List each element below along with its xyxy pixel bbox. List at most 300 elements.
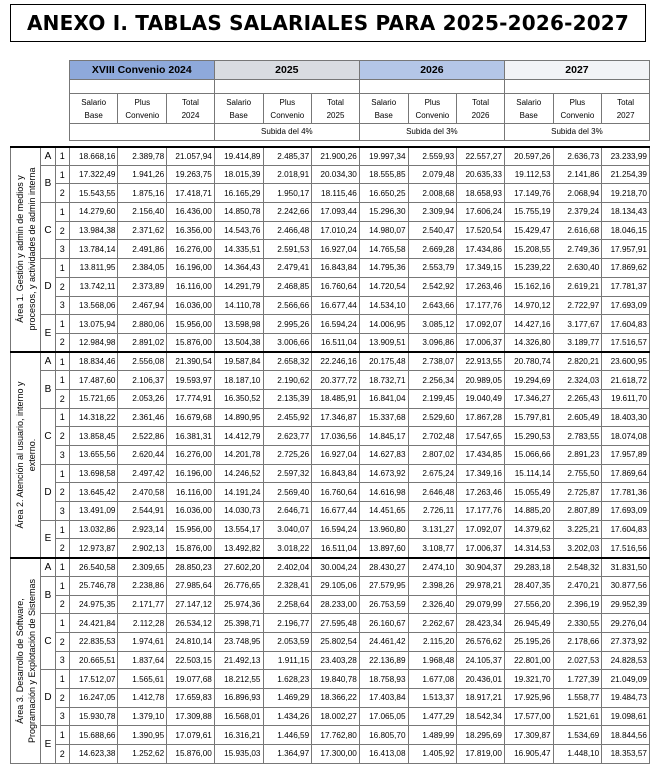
column-header-line: Salario (81, 97, 107, 107)
salary-cell: 17.434,85 (457, 446, 505, 465)
group-label: A (41, 147, 55, 166)
salary-cell: 13.655,56 (69, 446, 118, 465)
area-name: Área 2. Atención al usuario, interno y externo. (14, 381, 37, 529)
year-header-2027: 2027 (504, 61, 649, 80)
salary-cell: 2.398,26 (408, 576, 457, 595)
salary-cell: 14.845,17 (359, 427, 408, 446)
salary-cell: 16.896,93 (214, 688, 263, 707)
sublevel-label: 1 (55, 165, 69, 184)
sublevel-label: 3 (55, 502, 69, 521)
salary-cell: 14.291,79 (214, 277, 263, 296)
table-row (11, 707, 650, 726)
salary-cell: 2.018,91 (263, 165, 312, 184)
salary-cell: 17.346,87 (312, 408, 360, 427)
salary-cell: 24.421,84 (69, 614, 118, 633)
table-row (11, 502, 650, 521)
salary-cell: 2.646,71 (263, 502, 312, 521)
salary-cell: 14.795,36 (359, 259, 408, 278)
table-row (11, 408, 650, 427)
salary-cell: 14.850,78 (214, 203, 263, 222)
salary-cell: 2.474,10 (408, 558, 457, 577)
salary-cell: 1.911,15 (263, 651, 312, 670)
salary-cell: 19.484,73 (602, 688, 650, 707)
salary-cell: 2.491,86 (118, 240, 167, 259)
salary-cell: 19.611,70 (602, 389, 650, 408)
salary-cell: 14.318,22 (69, 408, 118, 427)
salary-cell: 2.402,04 (263, 558, 312, 577)
table-row (11, 520, 650, 539)
salary-cell: 17.322,49 (69, 165, 118, 184)
table-row (11, 651, 650, 670)
salary-cell: 2.330,55 (553, 614, 602, 633)
salary-cell: 1.489,99 (408, 726, 457, 745)
sublevel-label: 2 (55, 277, 69, 296)
salary-cell: 30.004,24 (312, 558, 360, 577)
table-row (11, 558, 650, 577)
year-header-2026: 2026 (359, 61, 504, 80)
table-row (11, 296, 650, 315)
table-row (11, 277, 650, 296)
column-header (69, 94, 118, 124)
salary-cell: 17.869,62 (602, 259, 650, 278)
sublevel-label: 3 (55, 240, 69, 259)
salary-cell: 17.149,76 (504, 184, 553, 203)
column-header-line: Total (182, 97, 199, 107)
column-header-line: Base (374, 110, 393, 120)
salary-cell: 30.904,37 (457, 558, 505, 577)
table-row (11, 165, 650, 184)
table-row (11, 726, 650, 745)
column-header (167, 94, 215, 124)
salary-cell: 2.309,65 (118, 558, 167, 577)
table-row (11, 333, 650, 352)
salary-cell: 18.134,43 (602, 203, 650, 222)
column-header (553, 94, 602, 124)
salary-cell: 16.036,00 (167, 502, 215, 521)
document-title-box (10, 4, 646, 42)
salary-cell: 13.811,95 (69, 259, 118, 278)
salary-cell: 2.115,20 (408, 632, 457, 651)
salary-cell: 17.693,09 (602, 502, 650, 521)
salary-cell: 27.579,95 (359, 576, 408, 595)
salary-cell: 17.520,54 (457, 221, 505, 240)
salary-cell: 2.256,34 (408, 371, 457, 390)
salary-cell: 1.974,61 (118, 632, 167, 651)
salary-cell: 17.869,64 (602, 464, 650, 483)
salary-cell: 17.065,05 (359, 707, 408, 726)
salary-cell: 18.834,46 (69, 352, 118, 371)
sublevel-label: 2 (55, 632, 69, 651)
sublevel-label: 2 (55, 688, 69, 707)
salary-cell: 2.190,62 (263, 371, 312, 390)
salary-cell: 19.414,89 (214, 147, 263, 166)
salary-cell: 22.913,55 (457, 352, 505, 371)
salary-cell: 22.801,00 (504, 651, 553, 670)
sublevel-label: 1 (55, 259, 69, 278)
salary-cell: 18.015,39 (214, 165, 263, 184)
table-row (11, 203, 650, 222)
salary-cell: 2.749,36 (553, 240, 602, 259)
salary-cell: 15.688,66 (69, 726, 118, 745)
column-header-line: 2027 (616, 110, 635, 120)
column-header (263, 94, 312, 124)
salary-cell: 2.725,87 (553, 483, 602, 502)
salary-cell: 16.677,44 (312, 502, 360, 521)
salary-cell: 13.645,42 (69, 483, 118, 502)
salary-cell: 17.346,27 (504, 389, 553, 408)
salary-cell: 1.448,10 (553, 745, 602, 764)
column-header (312, 94, 360, 124)
salary-cell: 18.212,55 (214, 670, 263, 689)
sublevel-label: 2 (55, 483, 69, 502)
column-header (457, 94, 505, 124)
salary-cell: 13.784,14 (69, 240, 118, 259)
salary-cell: 1.364,97 (263, 745, 312, 764)
salary-cell: 14.720,54 (359, 277, 408, 296)
salary-cell: 14.191,24 (214, 483, 263, 502)
salary-cell: 27.985,64 (167, 576, 215, 595)
salary-cell: 17.512,07 (69, 670, 118, 689)
increase-2027: Subida del 3% (504, 124, 649, 141)
table-row (11, 688, 650, 707)
salary-cell: 19.997,34 (359, 147, 408, 166)
group-label: A (41, 352, 55, 371)
table-row (11, 539, 650, 558)
salary-cell: 20.665,51 (69, 651, 118, 670)
salary-cell: 24.461,42 (359, 632, 408, 651)
salary-cell: 17.093,44 (312, 203, 360, 222)
salary-cell: 15.876,00 (167, 539, 215, 558)
table-row (11, 446, 650, 465)
salary-cell: 13.568,06 (69, 296, 118, 315)
group-label: D (41, 464, 55, 520)
salary-cell: 21.390,54 (167, 352, 215, 371)
salary-cell: 29.283,18 (504, 558, 553, 577)
document-title: ANEXO I. TABLAS SALARIALES PARA 2025-2026-2027 (26, 11, 630, 35)
group-label: E (41, 520, 55, 557)
salary-cell: 21.900,26 (312, 147, 360, 166)
sublevel-label: 3 (55, 446, 69, 465)
salary-cell: 17.774,91 (167, 389, 215, 408)
salary-cell: 16.760,64 (312, 277, 360, 296)
salary-cell: 15.721,65 (69, 389, 118, 408)
salary-cell: 16.843,84 (312, 259, 360, 278)
salary-cell: 29.276,04 (602, 614, 650, 633)
salary-cell: 2.569,40 (263, 483, 312, 502)
sublevel-label: 3 (55, 651, 69, 670)
salary-cell: 2.389,78 (118, 147, 167, 166)
salary-cell: 24.975,35 (69, 595, 118, 614)
table-row (11, 259, 650, 278)
salary-cell: 19.098,61 (602, 707, 650, 726)
column-header (602, 94, 650, 124)
salary-cell: 14.326,80 (504, 333, 553, 352)
salary-cell: 14.006,95 (359, 315, 408, 334)
sublevel-label: 1 (55, 147, 69, 166)
salary-cell: 22.136,89 (359, 651, 408, 670)
salary-cell: 18.046,15 (602, 221, 650, 240)
salary-cell: 19.587,84 (214, 352, 263, 371)
salary-cell: 2.112,28 (118, 614, 167, 633)
salary-cell: 16.116,00 (167, 483, 215, 502)
salary-cell: 1.628,23 (263, 670, 312, 689)
salary-cell: 2.891,02 (118, 333, 167, 352)
sublevel-label: 1 (55, 614, 69, 633)
group-label: B (41, 165, 55, 202)
sublevel-label: 3 (55, 296, 69, 315)
column-header-line: Plus (279, 97, 296, 107)
salary-cell: 27.602,20 (214, 558, 263, 577)
group-label: E (41, 315, 55, 352)
group-label: B (41, 371, 55, 408)
salary-cell: 14.970,12 (504, 296, 553, 315)
salary-cell: 14.246,52 (214, 464, 263, 483)
table-row (11, 427, 650, 446)
salary-cell: 17.079,61 (167, 726, 215, 745)
salary-cell: 2.620,44 (118, 446, 167, 465)
salary-cell: 2.361,46 (118, 408, 167, 427)
salary-cell: 17.434,86 (457, 240, 505, 259)
salary-cell: 2.553,79 (408, 259, 457, 278)
salary-cell: 15.876,00 (167, 745, 215, 764)
salary-cell: 12.973,87 (69, 539, 118, 558)
salary-cell: 14.765,58 (359, 240, 408, 259)
salary-cell: 21.057,94 (167, 147, 215, 166)
salary-cell: 16.350,52 (214, 389, 263, 408)
salary-cell: 16.679,68 (167, 408, 215, 427)
salary-cell: 27.147,12 (167, 595, 215, 614)
salary-cell: 23.403,28 (312, 651, 360, 670)
salary-cell: 1.446,59 (263, 726, 312, 745)
salary-cell: 15.930,78 (69, 707, 118, 726)
salary-cell: 2.722,97 (553, 296, 602, 315)
salary-cell: 15.162,16 (504, 277, 553, 296)
salary-cell: 2.141,86 (553, 165, 602, 184)
column-header-line: 2026 (471, 110, 490, 120)
salary-cell: 2.379,24 (553, 203, 602, 222)
table-row (11, 595, 650, 614)
area-name: Área 3. Desarrollo de Software, Programación y Explotación de Sistemas (14, 578, 37, 743)
salary-cell: 2.455,92 (263, 408, 312, 427)
salary-cell: 14.623,38 (69, 745, 118, 764)
salary-cell: 2.783,55 (553, 427, 602, 446)
salary-cell: 16.413,08 (359, 745, 408, 764)
salary-cell: 16.196,00 (167, 464, 215, 483)
column-header (359, 94, 408, 124)
salary-cell: 13.075,94 (69, 315, 118, 334)
group-label: B (41, 576, 55, 613)
column-header-line: 2025 (326, 110, 345, 120)
salary-cell: 2.675,24 (408, 464, 457, 483)
salary-cell: 17.010,24 (312, 221, 360, 240)
salary-cell: 28.430,27 (359, 558, 408, 577)
salary-cell: 16.760,64 (312, 483, 360, 502)
sublevel-label: 3 (55, 707, 69, 726)
salary-cell: 13.858,45 (69, 427, 118, 446)
salary-cell: 17.762,80 (312, 726, 360, 745)
salary-cell: 1.875,16 (118, 184, 167, 203)
salary-cell: 2.371,62 (118, 221, 167, 240)
salary-cell: 26.534,12 (167, 614, 215, 633)
salary-cell: 2.238,86 (118, 576, 167, 595)
sublevel-label: 1 (55, 520, 69, 539)
salary-cell: 2.544,91 (118, 502, 167, 521)
table-row (11, 352, 650, 371)
salary-cell: 2.669,28 (408, 240, 457, 259)
salary-cell: 24.105,37 (457, 651, 505, 670)
salary-cell: 15.066,66 (504, 446, 553, 465)
column-header-line: Base (519, 110, 538, 120)
salary-cell: 1.677,08 (408, 670, 457, 689)
salary-cell: 15.797,81 (504, 408, 553, 427)
salary-cell: 14.980,07 (359, 221, 408, 240)
salary-cell: 2.658,32 (263, 352, 312, 371)
salary-cell: 16.316,21 (214, 726, 263, 745)
salary-cell: 3.202,03 (553, 539, 602, 558)
column-header-line: Convenio (560, 110, 595, 120)
salary-cell: 2.702,48 (408, 427, 457, 446)
salary-table (10, 60, 650, 764)
salary-cell: 2.470,58 (118, 483, 167, 502)
salary-cell: 21.254,39 (602, 165, 650, 184)
column-header-line: Plus (134, 97, 151, 107)
salary-cell: 17.006,37 (457, 539, 505, 558)
salary-cell: 20.597,26 (504, 147, 553, 166)
salary-cell: 21.492,13 (214, 651, 263, 670)
salary-cell: 18.115,46 (312, 184, 360, 203)
salary-cell: 2.309,94 (408, 203, 457, 222)
salary-cell: 15.956,00 (167, 315, 215, 334)
salary-cell: 29.952,39 (602, 595, 650, 614)
year-header-row (11, 61, 650, 80)
salary-cell: 2.559,93 (408, 147, 457, 166)
increase-2025: Subida del 4% (214, 124, 359, 141)
sublevel-label: 1 (55, 315, 69, 334)
salary-cell: 2.995,26 (263, 315, 312, 334)
salary-cell: 22.246,16 (312, 352, 360, 371)
area-label (11, 147, 41, 353)
salary-cell: 17.781,37 (602, 277, 650, 296)
salary-cell: 2.902,13 (118, 539, 167, 558)
salary-cell: 17.516,56 (602, 539, 650, 558)
salary-cell: 2.548,32 (553, 558, 602, 577)
salary-cell: 28.423,34 (457, 614, 505, 633)
sublevel-label: 1 (55, 408, 69, 427)
salary-cell: 19.077,68 (167, 670, 215, 689)
salary-cell: 17.604,83 (602, 520, 650, 539)
salary-cell: 20.034,30 (312, 165, 360, 184)
salary-cell: 28.407,35 (504, 576, 553, 595)
salary-cell: 28.233,00 (312, 595, 360, 614)
table-row (11, 632, 650, 651)
salary-cell: 22.503,15 (167, 651, 215, 670)
year-header-2025: 2025 (214, 61, 359, 80)
salary-cell: 17.177,76 (457, 502, 505, 521)
table-row (11, 576, 650, 595)
salary-cell: 24.810,14 (167, 632, 215, 651)
salary-cell: 15.935,03 (214, 745, 263, 764)
salary-cell: 19.321,70 (504, 670, 553, 689)
column-header-line: 2024 (181, 110, 200, 120)
salary-cell: 17.606,24 (457, 203, 505, 222)
salary-cell: 18.917,21 (457, 688, 505, 707)
salary-cell: 2.880,06 (118, 315, 167, 334)
salary-cell: 2.522,86 (118, 427, 167, 446)
salary-cell: 16.841,04 (359, 389, 408, 408)
salary-cell: 20.175,48 (359, 352, 408, 371)
salary-cell: 3.018,22 (263, 539, 312, 558)
salary-cell: 17.263,46 (457, 277, 505, 296)
sublevel-label: 1 (55, 576, 69, 595)
salary-cell: 1.469,29 (263, 688, 312, 707)
salary-cell: 22.835,53 (69, 632, 118, 651)
salary-cell: 12.984,98 (69, 333, 118, 352)
salary-cell: 1.941,26 (118, 165, 167, 184)
salary-cell: 3.177,67 (553, 315, 602, 334)
salary-cell: 18.002,27 (312, 707, 360, 726)
table-row (11, 389, 650, 408)
sublevel-label: 2 (55, 221, 69, 240)
salary-cell: 2.470,21 (553, 576, 602, 595)
column-header-line: Salario (226, 97, 252, 107)
salary-cell: 13.492,82 (214, 539, 263, 558)
salary-cell: 16.677,44 (312, 296, 360, 315)
salary-cell: 2.258,64 (263, 595, 312, 614)
sublevel-label: 2 (55, 539, 69, 558)
salary-cell: 29.978,21 (457, 576, 505, 595)
salary-cell: 2.178,66 (553, 632, 602, 651)
salary-cell: 18.844,56 (602, 726, 650, 745)
salary-cell: 2.053,59 (263, 632, 312, 651)
column-header (408, 94, 457, 124)
salary-cell: 2.196,77 (263, 614, 312, 633)
salary-cell: 16.805,70 (359, 726, 408, 745)
salary-cell: 16.196,00 (167, 259, 215, 278)
column-header-line: Convenio (415, 110, 450, 120)
salary-cell: 16.165,29 (214, 184, 263, 203)
salary-cell: 14.885,20 (504, 502, 553, 521)
salary-cell: 2.616,68 (553, 221, 602, 240)
salary-cell: 17.693,09 (602, 296, 650, 315)
salary-cell: 17.092,07 (457, 520, 505, 539)
salary-cell: 3.225,21 (553, 520, 602, 539)
salary-cell: 14.412,79 (214, 427, 263, 446)
salary-cell: 14.534,10 (359, 296, 408, 315)
salary-cell: 2.373,89 (118, 277, 167, 296)
group-label: D (41, 670, 55, 726)
sublevel-label: 1 (55, 670, 69, 689)
salary-cell: 29.105,06 (312, 576, 360, 595)
year-header-2024: XVIII Convenio 2024 (69, 61, 214, 80)
salary-cell: 1.513,37 (408, 688, 457, 707)
salary-cell: 2.556,08 (118, 352, 167, 371)
salary-cell: 19.294,69 (504, 371, 553, 390)
salary-cell: 2.529,60 (408, 408, 457, 427)
salary-cell: 13.504,38 (214, 333, 263, 352)
table-row (11, 745, 650, 764)
salary-cell: 23.748,95 (214, 632, 263, 651)
column-header-line: Salario (371, 97, 397, 107)
salary-cell: 14.379,62 (504, 520, 553, 539)
salary-cell: 1.252,62 (118, 745, 167, 764)
salary-cell: 16.594,24 (312, 520, 360, 539)
salary-cell: 16.436,00 (167, 203, 215, 222)
table-row (11, 240, 650, 259)
salary-cell: 17.925,96 (504, 688, 553, 707)
salary-cell: 2.619,21 (553, 277, 602, 296)
salary-cell: 3.085,12 (408, 315, 457, 334)
salary-cell: 18.658,93 (457, 184, 505, 203)
